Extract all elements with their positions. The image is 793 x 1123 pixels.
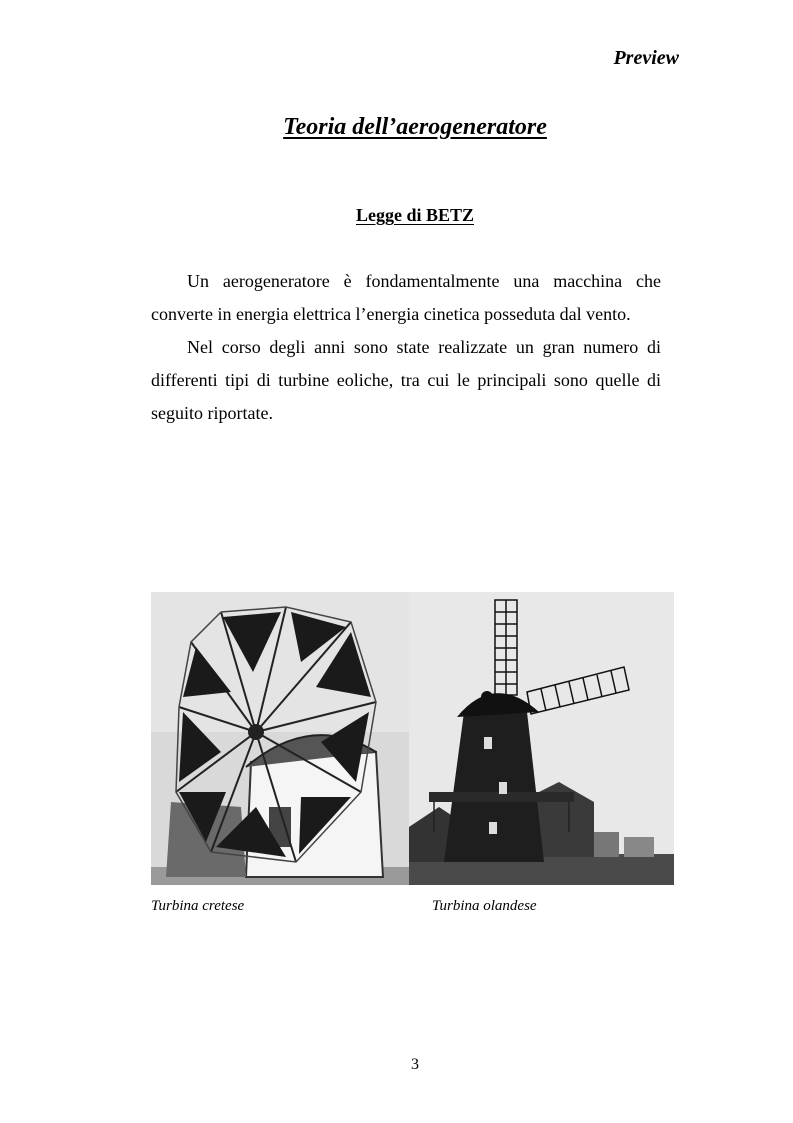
paragraph-2: Nel corso degli anni sono state realizzate un gran numero di differenti tipi di turbine eoliche, tra cui le principali sono quelle di seguito riportate. bbox=[151, 337, 661, 423]
dutch-windmill-photo bbox=[409, 592, 674, 885]
paragraph-1: Un aerogeneratore è fondamentalmente una macchina che converte in energia elettrica l’energia cinetica posseduta dal vento. bbox=[151, 271, 661, 324]
caption-dutch-turbine: Turbina olandese bbox=[432, 898, 537, 914]
caption-cretan-turbine: Turbina cretese bbox=[151, 898, 245, 914]
section-title: Teoria dell’aerogeneratore bbox=[283, 114, 547, 140]
cretan-windmill-photo bbox=[151, 592, 409, 885]
body-text bbox=[151, 265, 661, 430]
page-number: 3 bbox=[411, 1056, 419, 1073]
running-header: Preview bbox=[613, 47, 679, 69]
section-subtitle: Legge di BETZ bbox=[355, 205, 475, 225]
